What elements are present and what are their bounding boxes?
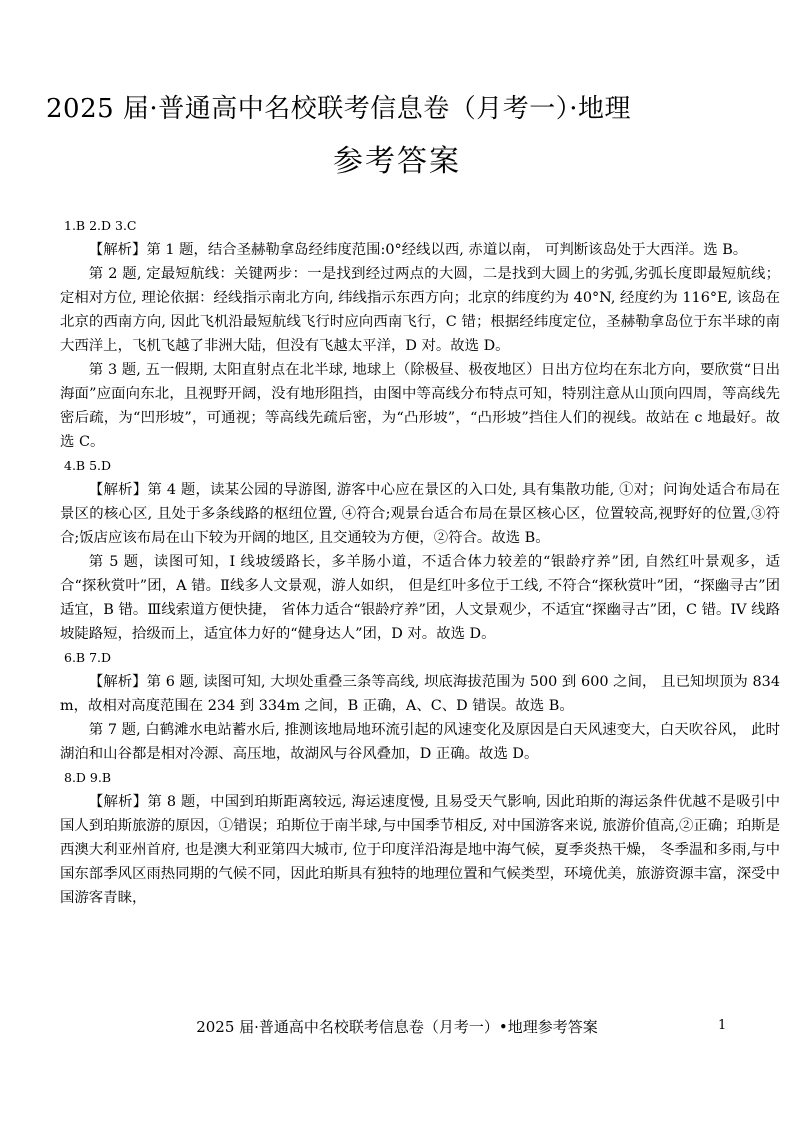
answer-key-6-7: 6.B 7.D [64,650,112,665]
answer-key-8-9: 8.D 9.B [64,770,112,785]
explanation-q1: 【解析】第 1 题，结合圣赫勒拿岛经纬度范围:0°经线以西, 赤道以南， 可判断该岛处于大西洋。选 B。 [88,242,748,258]
explanation-q4: 【解析】第 4 题，读某公园的导游图, 游客中心应在景区的入口处, 具有集散功能, ①对；问询处适合布局在景区的核心区, 且处于多条线路的枢纽位置, ④符合;观景台适合布局在景区核心区，位置较高,视野好的位置,③符合;饭店应该布局在山下较为开阔的地区, 且交通较为方便，②符合。故选 B。 [60,482,780,546]
document-title: 2025 届·普通高中名校联考信息卷（月考一）·地理 [46,94,631,124]
answer-key-1-3: 1.B 2.D 3.C [64,218,137,233]
document-subtitle: 参考答案 [333,144,461,179]
explanation-q6: 【解析】第 6 题, 读图可知, 大坝处重叠三条等高线, 坝底海拔范围为 500 到 600 之间， 且已知坝顶为 834 m，故相对高度范围在 234 到 334m 之间，B 正确，A、C、D 错误。故选 B。 [60,674,780,714]
explanation-q8: 【解析】第 8 题，中国到珀斯距离较远, 海运速度慢, 且易受天气影响, 因此珀斯的海运条件优越不是吸引中国人到珀斯旅游的原因，①错误；珀斯位于南半球,与中国季节相反, 对中国游客来说, 旅游价值高,②正确；珀斯是西澳大利亚州首府, 也是澳大利亚第四大城市, 位于印度洋沿海是地中海气候，夏季炎热干燥， 冬季温和多雨,与中国东部季风区雨热同期的气候不同，因此珀斯具有独特的地理位置和气候类型，环境优美，旅游资源丰富，深受中国游客青睐， [60,794,780,906]
explanation-q3: 第 3 题, 五一假期, 太阳直射点在北半球, 地球上（除极昼、极夜地区）日出方位均在东北方向，要欣赏“日出海面”应面向东北，且视野开阔，没有地形阻挡，由图中等高线分布特点可知，特别注意从山顶向四周，等高线先密后疏，为“凹形坡”，可通视；等高线先疏后密，为“凸形坡”，“凸形坡”挡住人们的视线。故站在 c 地最好。故选 C。 [60,362,780,450]
explanation-q5: 第 5 题，读图可知，I 线坡缓路长，多羊肠小道，不适合体力较差的“银龄疗养”团, 自然红叶景观多，适合“探秋赏叶”团，A 错。Ⅱ线多人文景观，游人如织， 但是红叶多位于工线, 不符合“探秋赏叶”团，“探幽寻古”团适宜，B 错。Ⅲ线索道方便快捷， 省体力适合“银龄疗养”团，人文景观少，不适宜“探幽寻古”团，C 错。IV 线路坡陡路短，拾级而上，适宜体力好的“健身达人”团，D 对。故选 D。 [60,554,780,642]
page-footer: 2025 届·普通高中名校联考信息卷（月考一）•地理参考答案 [196,1018,598,1036]
page-number: 1 [718,1018,727,1033]
answer-key-4-5: 4.B 5.D [64,458,112,473]
answer-content [60,214,780,910]
explanation-q7: 第 7 题, 白鹤滩水电站蓄水后, 推测该地局地环流引起的风速变化及原因是白天风速变大，白天吹谷风， 此时湖泊和山谷都是相对冷源、高压地，故湖风与谷风叠加，D 正确。故选 D。 [60,722,780,762]
explanation-q2: 第 2 题, 定最短航线：关键两步：一是找到经过两点的大圆，二是找到大圆上的劣弧,劣弧长度即最短航线；定相对方位, 理论依据：经线指示南北方向, 纬线指示东西方向；北京的纬度约为 40°N, 经度约为 116°E, 该岛在北京的西南方向, 因此飞机沿最短航线飞行时应向西南飞行，C 错；根据经纬度定位，圣赫勒拿岛位于东半球的南大西洋上，飞机飞越了非洲大陆，但没有飞越太平洋，D 对。故选 D。 [60,266,780,354]
